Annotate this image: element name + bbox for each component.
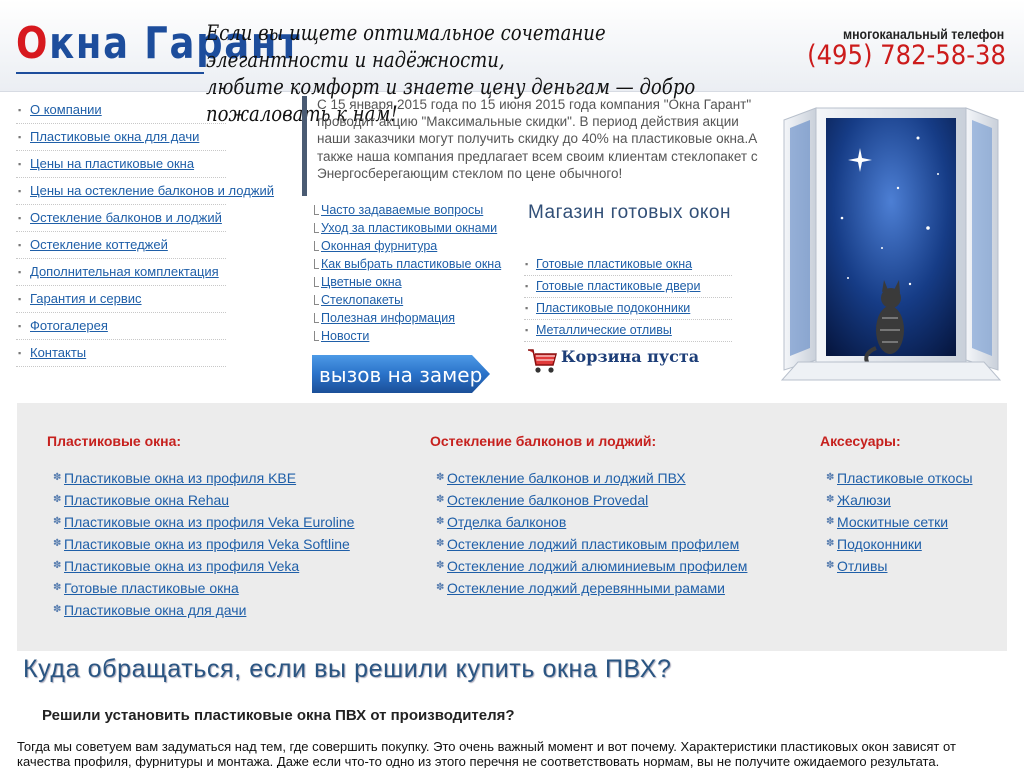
- category-link[interactable]: Остекление балконов Provedal: [447, 492, 649, 508]
- bullet-icon: ✽: [53, 516, 62, 527]
- nav-item-balcony-prices: [16, 178, 275, 205]
- shop-links: [524, 254, 732, 342]
- category-item: [53, 555, 354, 577]
- slogan-line-2: любите комфорт и знаете цену деньгам — добро пожаловать к нам!: [206, 75, 696, 126]
- nav-item-extras: [16, 259, 226, 286]
- slogan-line-1: Если вы ищете оптимальное сочетание элегантности и надёжности,: [206, 21, 606, 72]
- nav-link[interactable]: Контакты: [30, 345, 87, 360]
- category-item: [53, 577, 354, 599]
- categories-band: [17, 403, 1007, 651]
- article-title: Куда обращаться, если вы решили купить окна ПВХ?: [23, 655, 672, 683]
- category-item: [826, 511, 973, 533]
- corner-icon: [314, 313, 319, 323]
- promo-text: С 15 января 2015 года по 15 июня 2015 года компания "Окна Гарант" проводит акцию "Максимальные скидки". В период действия акции наши заказчики могут получить скидку до 40% на пластиковые окна.А также наша компания предлагает всем своим клиентам стеклопакет с Энергосберегающим стеклом по цене обычного!: [302, 96, 770, 196]
- bullet-icon: ✽: [436, 494, 445, 505]
- corner-icon: [314, 223, 319, 233]
- info-link-news[interactable]: [314, 327, 504, 345]
- nav-link[interactable]: Дополнительная комплектация: [30, 264, 219, 279]
- bullet-icon: ✽: [826, 538, 835, 549]
- corner-icon: [314, 259, 319, 269]
- bullet-icon: ▪: [18, 240, 22, 250]
- bullet-icon: ▪: [525, 303, 529, 313]
- bullet-icon: ▪: [18, 348, 22, 358]
- bullet-icon: ✽: [436, 516, 445, 527]
- window-cat-illustration: [778, 98, 1004, 382]
- nav-item-prices: [16, 151, 226, 178]
- category-list-balconies: [436, 467, 747, 599]
- nav-link[interactable]: Остекление коттеджей: [30, 237, 168, 252]
- category-item: [436, 467, 747, 489]
- category-link[interactable]: Пластиковые откосы: [837, 470, 973, 486]
- info-link-useful[interactable]: [314, 309, 504, 327]
- nav-item-about: [16, 97, 226, 124]
- category-item: [436, 533, 747, 555]
- category-link[interactable]: Пластиковые окна для дачи: [64, 602, 247, 618]
- shopping-cart[interactable]: [527, 344, 727, 376]
- bullet-icon: ✽: [826, 494, 835, 505]
- info-link-color[interactable]: [314, 273, 504, 291]
- bullet-icon: ▪: [525, 281, 529, 291]
- logo-underline: [16, 72, 204, 74]
- info-link-label: Как выбрать пластиковые окна: [321, 257, 502, 271]
- category-item: [826, 533, 973, 555]
- bullet-icon: ▪: [18, 132, 22, 142]
- cart-icon: [527, 346, 559, 376]
- info-link-glass-units[interactable]: [314, 291, 504, 309]
- bullet-icon: ✽: [436, 538, 445, 549]
- category-link[interactable]: Пластиковые окна из профиля Veka Euroline: [64, 514, 355, 530]
- nav-link[interactable]: Гарантия и сервис: [30, 291, 142, 306]
- bullet-icon: ✽: [436, 582, 445, 593]
- shop-title: Магазин готовых окон: [528, 202, 731, 223]
- category-list-accessories: [826, 467, 973, 577]
- bullet-icon: ▪: [18, 267, 22, 277]
- category-link[interactable]: Готовые пластиковые окна: [64, 580, 239, 596]
- category-title-balconies: Остекление балконов и лоджий:: [430, 433, 657, 449]
- info-link-label: Новости: [321, 329, 370, 343]
- nav-item-warranty: [16, 286, 226, 313]
- shop-link[interactable]: Готовые пластиковые окна: [536, 257, 693, 271]
- category-item: [53, 533, 354, 555]
- bullet-icon: ✽: [53, 582, 62, 593]
- nav-link[interactable]: О компании: [30, 102, 102, 117]
- category-item: [436, 577, 747, 599]
- bullet-icon: ▪: [18, 105, 22, 115]
- nav-link[interactable]: Цены на пластиковые окна: [30, 156, 195, 171]
- bullet-icon: ✽: [53, 604, 62, 615]
- category-item: [436, 555, 747, 577]
- category-item: [53, 489, 354, 511]
- bullet-icon: ▪: [18, 294, 22, 304]
- info-link-label: Полезная информация: [321, 311, 455, 325]
- category-link[interactable]: Остекление лоджий алюминиевым профилем: [447, 558, 748, 574]
- article-body: Тогда мы советуем вам задуматься над тем, где совершить покупку. Это очень важный момент и вот почему. Характеристики пластиковых окон зависят от качества профиля, фурнитуры и монтажа. Даже если что-то одно из этого перечня не соответствовать нормам, вы не получите ожидаемого результата.: [17, 739, 956, 768]
- category-list-windows: [53, 467, 354, 621]
- shop-item-doors: [524, 276, 732, 298]
- corner-icon: [314, 241, 319, 251]
- main-nav: [16, 97, 286, 367]
- nav-item-gallery: [16, 313, 226, 340]
- category-item: [826, 555, 973, 577]
- category-link[interactable]: Пластиковые окна Rehau: [64, 492, 230, 508]
- bullet-icon: ✽: [826, 560, 835, 571]
- nav-item-balcony-glazing: [16, 205, 226, 232]
- category-link[interactable]: Жалюзи: [837, 492, 891, 508]
- corner-icon: [314, 331, 319, 341]
- bullet-icon: ▪: [18, 213, 22, 223]
- category-item: [826, 467, 973, 489]
- bullet-icon: ✽: [53, 472, 62, 483]
- corner-icon: [314, 277, 319, 287]
- nav-link[interactable]: Фотогалерея: [30, 318, 108, 333]
- bullet-icon: ▪: [525, 325, 529, 335]
- category-item: [436, 489, 747, 511]
- category-link[interactable]: Остекление балконов и лоджий ПВХ: [447, 470, 686, 486]
- info-link-label: Цветные окна: [321, 275, 402, 289]
- info-link-label: Стеклопакеты: [321, 293, 404, 307]
- info-link-label: Часто задаваемые вопросы: [321, 203, 484, 217]
- nav-item-cottages: [16, 232, 226, 259]
- call-measurer-button[interactable]: [312, 355, 492, 393]
- nav-link[interactable]: Остекление балконов и лоджий: [30, 210, 222, 225]
- bullet-icon: ✽: [53, 494, 62, 505]
- phone-label: многоканальный телефон: [842, 26, 1004, 42]
- shop-item-windows: [524, 254, 732, 276]
- bullet-icon: ▪: [18, 159, 22, 169]
- category-link[interactable]: Остекление лоджий деревянными рамами: [447, 580, 725, 596]
- bullet-icon: ✽: [826, 472, 835, 483]
- article-subtitle: Решили установить пластиковые окна ПВХ от производителя?: [42, 707, 515, 724]
- shop-link[interactable]: Пластиковые подоконники: [536, 301, 691, 315]
- category-item: [53, 467, 354, 489]
- info-link-choose[interactable]: [314, 255, 504, 273]
- corner-icon: [314, 295, 319, 305]
- bullet-icon: ▪: [18, 321, 22, 331]
- info-link-label: Уход за пластиковыми окнами: [321, 221, 498, 235]
- bullet-icon: ✽: [436, 560, 445, 571]
- corner-icon: [314, 205, 319, 215]
- category-link[interactable]: Отливы: [837, 558, 888, 574]
- cart-status: Корзина пуста: [561, 347, 700, 366]
- bullet-icon: ▪: [525, 259, 529, 269]
- info-link-care[interactable]: [314, 219, 504, 237]
- category-link[interactable]: Пластиковые окна из профиля Veka Softline: [64, 536, 350, 552]
- bullet-icon: ✽: [436, 472, 445, 483]
- category-link[interactable]: Москитные сетки: [837, 514, 949, 530]
- bullet-icon: ✽: [53, 560, 62, 571]
- category-item: [826, 489, 973, 511]
- shop-item-drips: [524, 320, 732, 342]
- shop-item-sills: [524, 298, 732, 320]
- info-link-label: Оконная фурнитура: [321, 239, 438, 253]
- nav-item-contacts: [16, 340, 226, 367]
- info-links: [314, 201, 504, 345]
- bullet-icon: ✽: [53, 538, 62, 549]
- category-link[interactable]: Подоконники: [837, 536, 922, 552]
- category-item: [53, 511, 354, 533]
- category-title-accessories: Аксесуары:: [820, 433, 901, 449]
- category-link[interactable]: Пластиковые окна из профиля Veka: [64, 558, 300, 574]
- shop-link[interactable]: Металлические отливы: [536, 323, 672, 337]
- category-link[interactable]: Отделка балконов: [447, 514, 567, 530]
- bullet-icon: ▪: [18, 186, 22, 196]
- bullet-icon: ✽: [826, 516, 835, 527]
- shop-link[interactable]: Готовые пластиковые двери: [536, 279, 701, 293]
- nav-item-dacha: [16, 124, 226, 151]
- call-measurer-label: вызов на замер: [319, 363, 483, 387]
- info-link-faq[interactable]: [314, 201, 504, 219]
- nav-link[interactable]: Цены на остекление балконов и лоджий: [30, 183, 275, 198]
- category-title-windows: Пластиковые окна:: [47, 433, 182, 449]
- phone-number: (495) 782-58-38: [807, 40, 1006, 71]
- category-link[interactable]: Пластиковые окна из профиля KBE: [64, 470, 297, 486]
- logo-first-letter: О: [16, 18, 50, 69]
- info-link-hardware[interactable]: [314, 237, 504, 255]
- category-item: [436, 511, 747, 533]
- category-link[interactable]: Остекление лоджий пластиковым профилем: [447, 536, 740, 552]
- nav-link[interactable]: Пластиковые окна для дачи: [30, 129, 200, 144]
- category-item: [53, 599, 354, 621]
- logo-text: кна Гарант: [49, 18, 302, 69]
